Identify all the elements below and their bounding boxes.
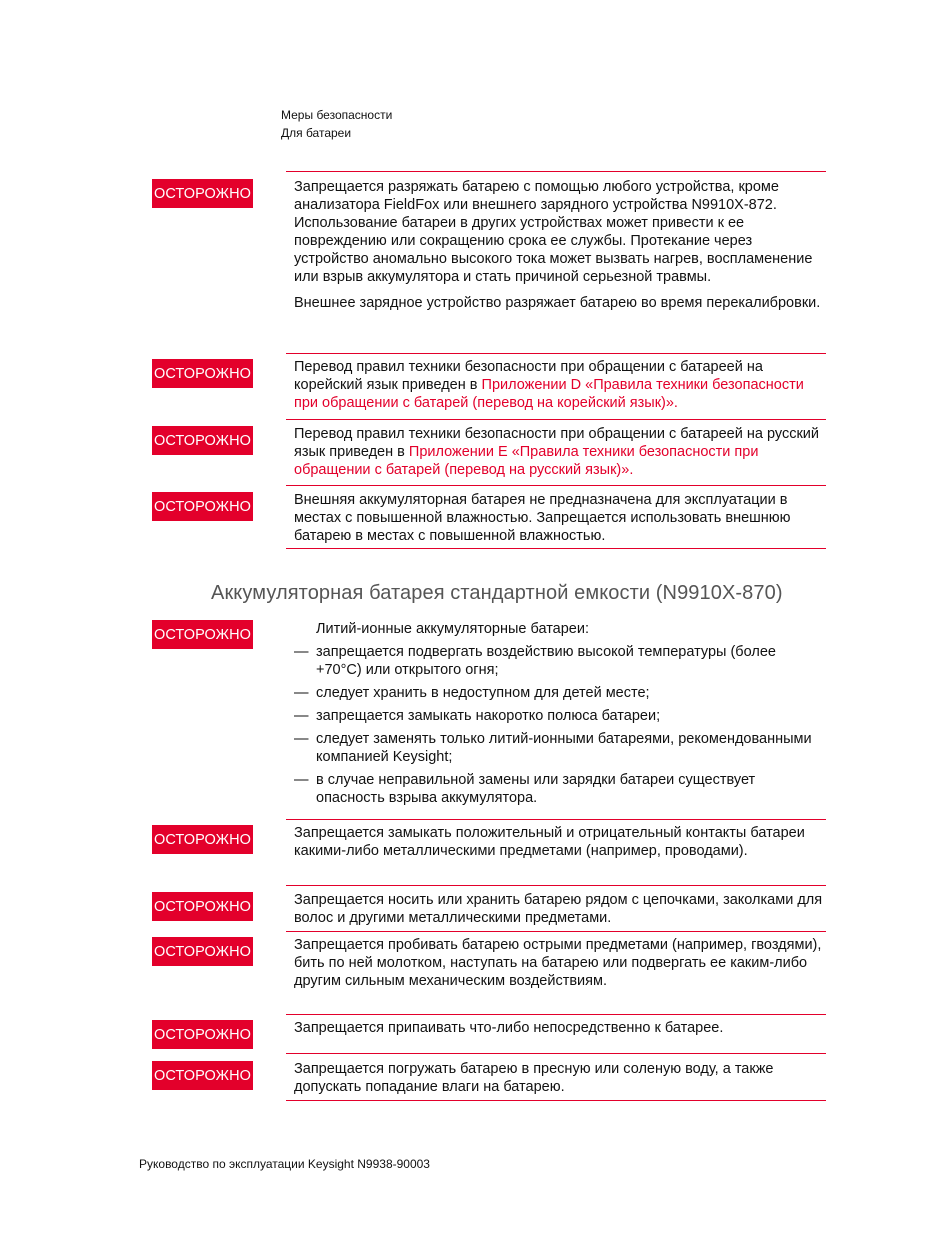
appendix-d-link[interactable]: Приложении D «Правила техники безопасности при обращении с батарей (перевод на корейский язык)». [294, 377, 804, 411]
caution-badge: ОСТОРОЖНО [152, 1061, 253, 1090]
list-item-text: следует хранить в недоступном для детей месте; [316, 685, 650, 701]
warning-korean-translation-text [294, 358, 824, 412]
warning-russian-translation-text [294, 425, 824, 479]
caution-badge: ОСТОРОЖНО [152, 179, 253, 208]
section-title: Аккумуляторная батарея стандартной емкости (N9910X-870) [211, 582, 783, 604]
dash-bullet: — [294, 708, 309, 724]
list-item-text: запрещается замыкать накоротко полюса батареи; [316, 708, 661, 724]
page-footer: Руководство по эксплуатации Keysight N9938-90003 [139, 1157, 430, 1171]
warning-bottom-rule [286, 1100, 826, 1101]
caution-badge: ОСТОРОЖНО [152, 892, 253, 921]
warning-top-rule [286, 931, 826, 932]
warning-paragraph: Запрещается пробивать батарею острыми предметами (например, гвоздями), бить по ней молотком, наступать на батарею или подвергать ее каким-либо другим сильным механическим воздействиям. [294, 937, 822, 989]
warning-top-rule [286, 1014, 826, 1015]
caution-badge: ОСТОРОЖНО [152, 359, 253, 388]
list-item-text: в случае неправильной замены или зарядки батареи существует опасность взрыва аккумулятора. [316, 772, 756, 806]
warning-top-rule [286, 1053, 826, 1054]
warning-paragraph: Запрещается носить или хранить батарею рядом с цепочками, заколками для волос и другими металлическими предметами. [294, 892, 823, 926]
warning-top-rule [286, 419, 826, 420]
list-lead: Литий-ионные аккумуляторные батареи: [316, 621, 590, 637]
warning-mechanical-damage-text [294, 936, 824, 990]
list-item [294, 684, 824, 702]
warning-top-rule [286, 819, 826, 820]
list-item [294, 643, 824, 679]
warning-text: Перевод правил техники безопасности при обращении с батареей на русский язык приведен в [294, 426, 820, 460]
warning-short-circuit-text [294, 824, 824, 860]
warning-lithium-ion-list [294, 620, 824, 807]
running-header [281, 106, 392, 142]
caution-badge: ОСТОРОЖНО [152, 825, 253, 854]
list-item-text: запрещается подвергать воздействию высокой температуры (более +70°C) или открытого огня; [316, 644, 776, 678]
header-chapter: Меры безопасности [281, 108, 393, 122]
list-item-text: следует заменять только литий-ионными батареями, рекомендованными компанией Keysight; [316, 731, 812, 765]
dash-bullet: — [294, 772, 309, 788]
dash-bullet: — [294, 644, 309, 660]
list-item [294, 730, 824, 766]
warning-discharge-text [294, 178, 824, 312]
warning-paragraph: Запрещается замыкать положительный и отрицательный контакты батареи какими-либо металлическими предметами (например, проводами). [294, 825, 805, 859]
list-item [294, 707, 824, 725]
list-item [294, 771, 824, 807]
warning-paragraph: Внешнее зарядное устройство разряжает батарею во время перекалибровки. [294, 295, 821, 311]
warning-paragraph: Запрещается разряжать батарею с помощью любого устройства, кроме анализатора FieldFox или внешнего зарядного устройства N9910X-872. Использование батареи в других устройствах может привести к ее повреждению или сокращению срока ее службы. Протекание через устройство аномально высокого тока может вызвать нагрев, воспламенение или взрыв аккумулятора и стать причиной серьезной травмы. [294, 179, 813, 285]
warning-water-text [294, 1060, 824, 1096]
warning-top-rule [286, 485, 826, 486]
caution-badge: ОСТОРОЖНО [152, 492, 253, 521]
caution-badge: ОСТОРОЖНО [152, 426, 253, 455]
warning-soldering-text [294, 1019, 824, 1037]
warning-paragraph: Запрещается припаивать что-либо непосредственно к батарее. [294, 1020, 724, 1036]
appendix-e-link[interactable]: Приложении E «Правила техники безопасности при обращении с батарей (перевод на русский язык)». [294, 444, 759, 478]
warning-paragraph: Внешняя аккумуляторная батарея не предназначена для эксплуатации в местах с повышенной влажностью. Запрещается использовать внешнюю батарею в местах с повышенной влажностью. [294, 492, 791, 544]
caution-badge: ОСТОРОЖНО [152, 1020, 253, 1049]
dash-bullet: — [294, 731, 309, 747]
warning-paragraph: Запрещается погружать батарею в пресную или соленую воду, а также допускать попадание влаги на батарею. [294, 1061, 774, 1095]
warning-top-rule [286, 171, 826, 172]
warning-metal-objects-text [294, 891, 824, 927]
warning-top-rule [286, 885, 826, 886]
hazard-list [294, 643, 824, 807]
warning-humidity-text [294, 491, 824, 545]
caution-badge: ОСТОРОЖНО [152, 620, 253, 649]
warning-bottom-rule [286, 548, 826, 549]
caution-badge: ОСТОРОЖНО [152, 937, 253, 966]
dash-bullet: — [294, 685, 309, 701]
warning-top-rule [286, 353, 826, 354]
header-subsection: Для батареи [281, 126, 352, 140]
warning-text: Перевод правил техники безопасности при обращении с батареей на корейский язык приведен в [294, 359, 763, 393]
